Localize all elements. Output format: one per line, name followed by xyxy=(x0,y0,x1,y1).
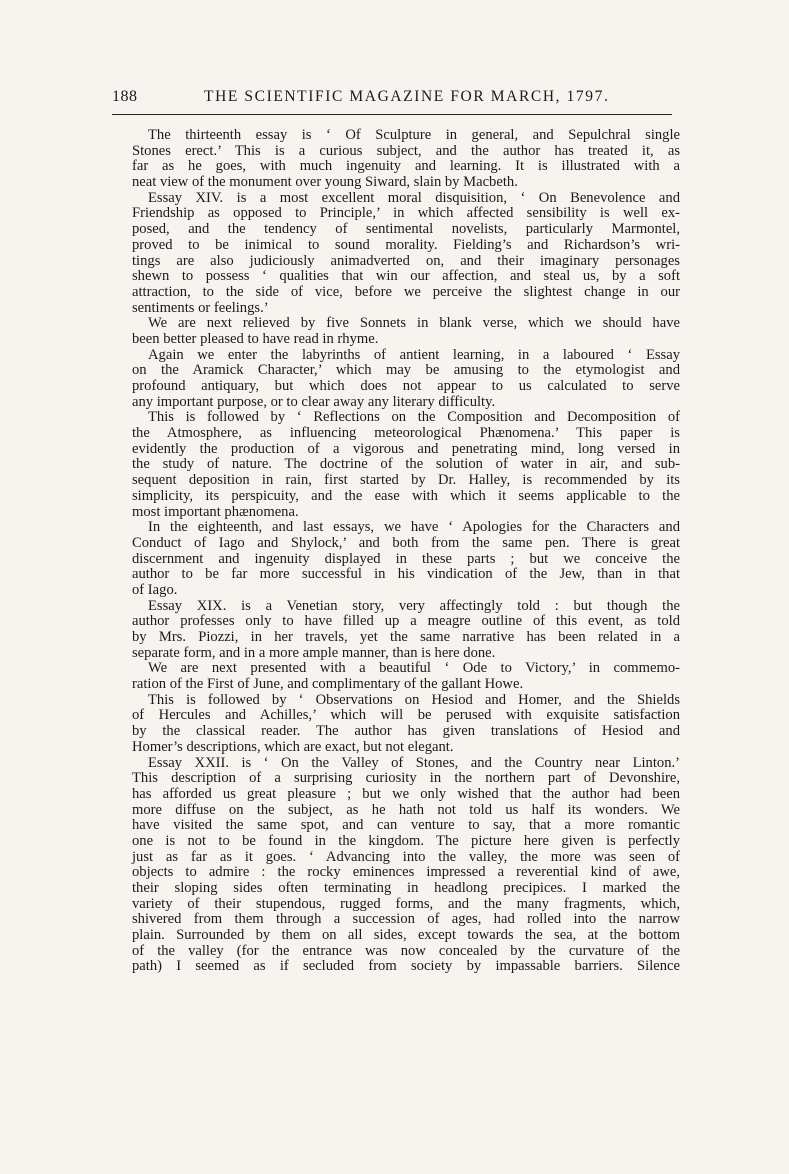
text-line: plain. Surrounded by them on all sides, except towards the sea, at the bottom xyxy=(132,927,680,944)
text-line: Essay XXII. is ‘ On the Valley of Stones, and the Country near Linton.’ xyxy=(148,754,680,771)
text-line: have visited the same spot, and can venture to say, that a more romantic xyxy=(132,817,680,834)
text-line: of Iago. xyxy=(132,581,178,598)
text-line: their sloping sides often terminating in headlong precipices. I marked the xyxy=(132,880,680,896)
text-line: one is not to be found in the kingdom. The picture here given is perfectly xyxy=(132,832,680,849)
text-line: of Hercules and Achilles,’ which will be perused with exquisite satisfaction xyxy=(132,707,680,724)
text-line: any important purpose, or to clear away any literary difficulty. xyxy=(132,393,496,410)
page-number: 188 xyxy=(112,88,138,105)
text-line: We are next relieved by five Sonnets in blank verse, which we should have xyxy=(148,315,680,332)
text-line: This is followed by ‘ Observations on Hesiod and Homer, and the Shields xyxy=(148,691,680,708)
text-line: by the classical reader. The author has given translations of Hesiod and xyxy=(132,723,680,740)
text-line: The thirteenth essay is ‘ Of Sculpture in general, and Sepulchral single xyxy=(148,127,680,143)
text-line: ration of the First of June, and complimentary of the gallant Howe. xyxy=(132,676,524,693)
running-title: THE SCIENTIFIC MAGAZINE FOR MARCH, 1797. xyxy=(204,88,610,105)
text-line: shivered from them through a succession of ages, had rolled into the narrow xyxy=(132,911,680,928)
text-line: neat view of the monument over young Siward, slain by Macbeth. xyxy=(132,174,518,191)
text-line: far as he goes, with much ingenuity and learning. It is illustrated with a xyxy=(132,158,680,175)
page-header xyxy=(112,86,672,115)
text-line: Friendship as opposed to Principle,’ in which affected sensibility is well ex- xyxy=(132,205,680,222)
article-body xyxy=(132,128,680,975)
text-line: This description of a surprising curiosity in the northern part of Devonshire, xyxy=(132,770,680,787)
text-line: Essay XIV. is a most excellent moral disquisition, ‘ On Benevolence and xyxy=(148,189,680,206)
text-line: been better pleased to have read in rhyme. xyxy=(132,330,379,347)
text-line: by Mrs. Piozzi, in her travels, yet the same narrative has been related in a xyxy=(132,629,680,645)
text-line: discernment and ingenuity displayed in these parts ; but we conceive the xyxy=(132,550,680,567)
text-line: Stones erect.’ This is a curious subject, and the author has treated it, as xyxy=(132,142,680,159)
text-line: the study of nature. The doctrine of the solution of water in air, and sub- xyxy=(132,456,680,473)
text-line: In the eighteenth, and last essays, we have ‘ Apologies for the Characters and xyxy=(148,519,680,536)
text-line: the Atmosphere, as influencing meteorological Phænomena.’ This paper is xyxy=(132,425,680,442)
text-line: of the valley (for the entrance was now concealed by the curvature of the xyxy=(132,942,680,959)
text-line: Essay XIX. is a Venetian story, very affectingly told : but though the xyxy=(148,597,680,614)
text-line: profound antiquary, but which does not appear to us calculated to serve xyxy=(132,378,680,394)
text-line: path) I seemed as if secluded from society by impassable barriers. Silence xyxy=(132,958,680,975)
text-line: simplicity, its perspicuity, and the ease with which it seems applicable to the xyxy=(132,487,680,504)
text-line: This is followed by ‘ Reflections on the Composition and Decomposition of xyxy=(148,409,680,426)
text-line: more diffuse on the subject, as he hath not told us half its wonders. We xyxy=(132,801,680,818)
text-line: We are next presented with a beautiful ‘ Ode to Victory,’ in commemo- xyxy=(148,660,680,677)
text-line: attraction, to the side of vice, before we perceive the slightest change in our xyxy=(132,283,680,300)
text-line: on the Aramick Character,’ which may be amusing to the etymologist and xyxy=(132,362,680,379)
text-line: variety of their stupendous, rugged forms, and the many fragments, which, xyxy=(132,895,680,912)
text-line: Again we enter the labyrinths of antient learning, in a laboured ‘ Essay xyxy=(148,346,680,363)
text-line: evidently the production of a vigorous and penetrating mind, long versed in xyxy=(132,440,680,457)
text-line: shewn to possess ‘ qualities that win our affection, and steal us, by a soft xyxy=(132,268,680,285)
text-line: posed, and the tendency of sentimental novelists, particularly Marmontel, xyxy=(132,221,680,238)
text-line: Conduct of Iago and Shylock,’ and both from the same pen. There is great xyxy=(132,534,680,551)
text-line: Homer’s descriptions, which are exact, but not elegant. xyxy=(132,738,454,755)
text-line: tings are also judiciously animadverted on, and their imaginary personages xyxy=(132,252,680,269)
text-line: author professes only to have filled up a meagre outline of this event, as told xyxy=(132,613,680,630)
text-line: proved to be inimical to sound morality. Fielding’s and Richardson’s wri- xyxy=(132,236,680,253)
text-line: sequent deposition in rain, first started by Dr. Halley, is recommended by its xyxy=(132,472,680,489)
text-line: just as far as it goes. ‘ Advancing into the valley, the more was seen of xyxy=(132,848,680,865)
text-line: sentiments or feelings.’ xyxy=(132,299,269,316)
text-line: most important phænomena. xyxy=(132,503,299,520)
text-line: separate form, and in a more ample manner, than is here done. xyxy=(132,644,496,661)
text-line: author to be far more successful in his vindication of the Jew, than in that xyxy=(132,566,680,583)
text-line: objects to admire : the rocky eminences impressed a reverential kind of awe, xyxy=(132,864,680,881)
text-line: has afforded us great pleasure ; but we only wished that the author had been xyxy=(132,785,680,802)
